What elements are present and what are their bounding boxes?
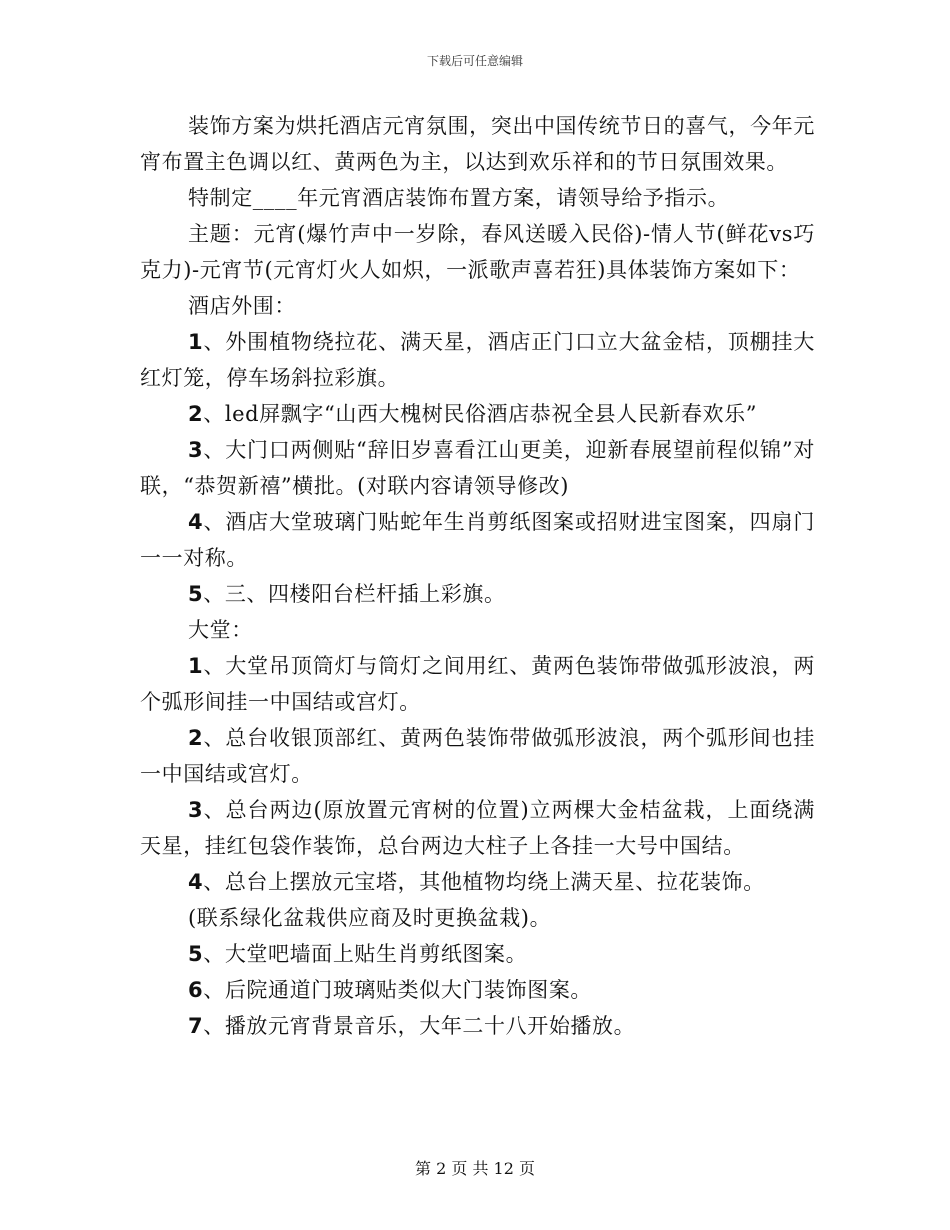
list-item-text: 、外围植物绕拉花、满天星，酒店正门口立大盆金桔，顶棚挂大红灯笼，停车场斜拉彩旗。 [140, 330, 815, 390]
list-item-number: 2 [188, 402, 204, 426]
list-item-text: 、播放元宵背景音乐，大年二十八开始播放。 [203, 1014, 636, 1038]
list-item-number: 3 [188, 438, 204, 462]
list-item-number: 5 [188, 942, 204, 966]
directive-paragraph: 特制定____年元宵酒店装饰布置方案，请领导给予指示。 [188, 186, 730, 210]
list-item [140, 396, 815, 432]
list-item [140, 720, 815, 792]
list-item [140, 792, 815, 864]
list-item-text: 、大堂吧墙面上贴生肖剪纸图案。 [203, 942, 528, 966]
list-item [140, 972, 815, 1008]
theme-paragraph: 主题：元宵(爆竹声中一岁除，春风送暖入民俗)-情人节(鲜花vs巧克力)-元宵节(元宵灯火人如炽，一派歌声喜若狂)具体装饰方案如下： [140, 222, 815, 282]
list-item [140, 648, 815, 720]
list-item-text: 、三、四楼阳台栏杆插上彩旗。 [203, 582, 506, 606]
list-item-number: 4 [188, 510, 204, 534]
list-item-number: 1 [188, 330, 204, 354]
list-item-text: 、后院通道门玻璃贴类似大门装饰图案。 [203, 978, 593, 1002]
list-item [140, 504, 815, 576]
list-item [140, 936, 815, 972]
list-item-text: 、酒店大堂玻璃门贴蛇年生肖剪纸图案或招财进宝图案，四扇门一一对称。 [140, 510, 815, 570]
list-item [140, 432, 815, 504]
page-header: 下载后可任意编辑 [426, 54, 523, 68]
section-heading-exterior: 酒店外围： [188, 294, 296, 318]
list-item-number: 2 [188, 726, 204, 750]
list-item-number: 6 [188, 978, 204, 1002]
list-item [140, 1008, 815, 1044]
list-item-text: 、大堂吊顶筒灯与筒灯之间用红、黄两色装饰带做弧形波浪，两个弧形间挂一中国结或宫灯。 [140, 654, 815, 714]
list-item-text: 、总台收银顶部红、黄两色装饰带做弧形波浪，两个弧形间也挂一中国结或宫灯。 [140, 726, 815, 786]
list-item [140, 576, 815, 612]
list-item-text: 、led屏飘字“山西大槐树民俗酒店恭祝全县人民新春欢乐” [203, 402, 758, 426]
document-body [140, 108, 815, 1044]
list-item-text: 、总台两边(原放置元宵树的位置)立两棵大金桔盆栽，上面绕满天星，挂红包袋作装饰，总台两边大柱子上各挂一大号中国结。 [140, 798, 815, 858]
list-item [140, 864, 815, 900]
list-item-number: 7 [188, 1014, 204, 1038]
page-number-footer: 第 2 页 共 12 页 [415, 1159, 535, 1178]
list-item-number: 4 [188, 870, 204, 894]
list-item-text: 、大门口两侧贴“辞旧岁喜看江山更美，迎新春展望前程似锦”对联，“恭贺新禧”横批。(对联内容请领导修改) [140, 438, 815, 498]
list-item-number: 3 [188, 798, 204, 822]
list-item [140, 324, 815, 396]
lobby-note: (联系绿化盆栽供应商及时更换盆栽)。 [188, 906, 552, 930]
intro-paragraph: 装饰方案为烘托酒店元宵氛围，突出中国传统节日的喜气，今年元宵布置主色调以红、黄两色为主，以达到欢乐祥和的节日氛围效果。 [140, 114, 815, 174]
section-heading-lobby: 大堂： [188, 618, 253, 642]
list-item-number: 1 [188, 654, 204, 678]
list-item-number: 5 [188, 582, 204, 606]
list-item-text: 、总台上摆放元宝塔，其他植物均绕上满天星、拉花装饰。 [203, 870, 765, 894]
